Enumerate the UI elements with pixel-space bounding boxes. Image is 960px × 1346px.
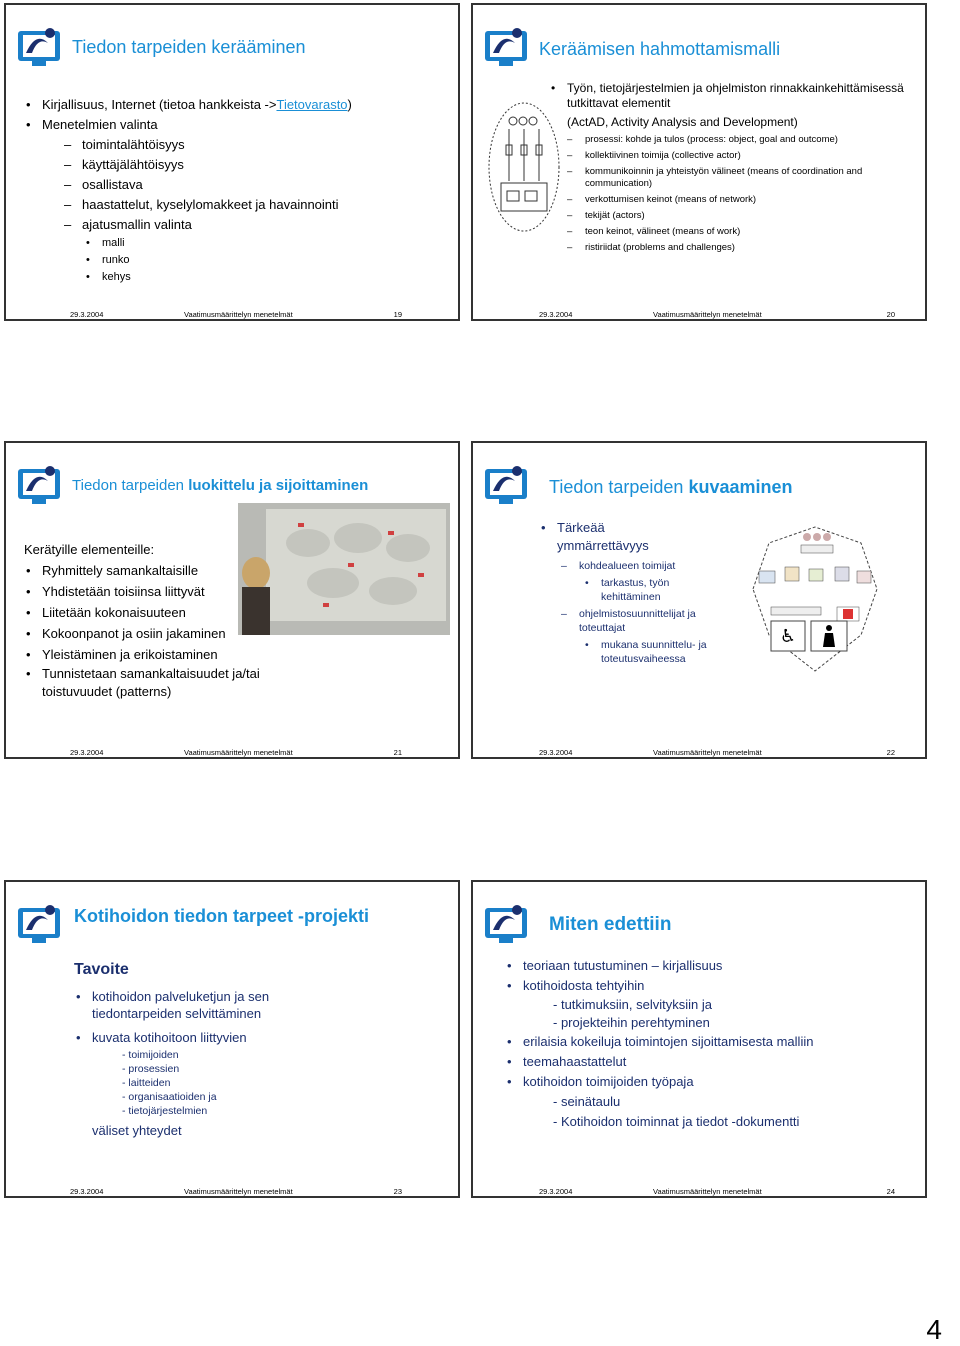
- list-item: – teon keinot, välineet (means of work): [585, 226, 907, 238]
- list-item: – verkottumisen keinot (means of network): [585, 194, 907, 206]
- list-item: • tarkastus, työn kehittäminen: [601, 576, 711, 604]
- list-item: - organisaatioiden ja: [122, 1091, 217, 1103]
- list-item: – ristiriidat (problems and challenges): [585, 242, 907, 254]
- list-item: • Liitetään kokonaisuuteen: [42, 602, 262, 623]
- slide-20: Keräämisen hahmottamismalli • Työn, tietojärjestelmien ja ohjelmiston rinnakkainkehittämisessä tutkittavat elementit (ActAD, Activity Analysis and Development) – prosessi: kohde ja tulos (process: object, goal and outcome) – kollektiivinen toimija (collective actor) – kommunikoinnin ja yhteistyön välineet (means of coordination and communication) – verkottumisen keinot (means of network) – tekijät (actors) – teon keinot, välineet (means of work) – ristiriidat (problems and challenges) 29.3.2004 Vaatimusmäärittelyn menetelmät 20: [471, 3, 927, 321]
- list-item: • Työn, tietojärjestelmien ja ohjelmiston rinnakkainkehittämisessä tutkittavat elementit: [567, 81, 907, 111]
- list-item: - tietojärjestelmien: [122, 1105, 208, 1117]
- list-item: – käyttäjälähtöisyys: [82, 155, 352, 175]
- list-item: – osallistava: [82, 175, 352, 195]
- slide-title: Tiedon tarpeiden kerääminen: [72, 37, 306, 57]
- list-item: - tutkimuksiin, selvityksiin ja: [553, 997, 712, 1012]
- list-item: - prosessien: [122, 1063, 180, 1075]
- list-item: • kehys: [102, 269, 352, 286]
- monitor-logo-icon: [14, 461, 68, 507]
- list-item: • kotihoidon toimijoiden työpaja: [523, 1072, 813, 1092]
- list-item: – toimintalähtöisyys: [82, 135, 352, 155]
- list-item: – haastattelut, kyselylomakkeet ja havainnointi: [82, 195, 352, 215]
- list-item: • Menetelmien valinta: [42, 115, 352, 135]
- tietovarasto-link[interactable]: Tietovarasto: [276, 97, 348, 112]
- list-item: - laitteiden: [122, 1077, 171, 1089]
- slide-title: Tiedon tarpeiden luokittelu ja sijoittaminen: [72, 477, 369, 494]
- intro-text: Kerätyille elementeille:: [24, 542, 155, 557]
- monitor-logo-icon: [481, 900, 535, 946]
- list-item: • teoriaan tutustuminen – kirjallisuus: [523, 956, 813, 976]
- list-item: • kuvata kotihoitoon liittyvien: [92, 1029, 314, 1046]
- slide-24: Miten edettiin • teoriaan tutustuminen – kirjallisuus • kotihoidosta tehtyihin - tutkimuksiin, selvityksiin ja - projekteihin perehtyminen • erilaisia kokeiluja toimintojen sijoittamisesta malliin • teemahaastattelut • kotihoidon toimijoiden työpaja - seinätaulu - Kotihoidon toiminnat ja tiedot -dokumentti 29.3.2004 Vaatimusmäärittelyn menetelmät 24: [471, 880, 927, 1198]
- list-item: väliset yhteydet: [92, 1123, 182, 1138]
- list-item: - toimijoiden: [122, 1049, 179, 1061]
- slide-title: Tiedon tarpeiden kuvaaminen: [549, 477, 793, 497]
- list-item: • runko: [102, 252, 352, 269]
- monitor-logo-icon: [14, 23, 68, 69]
- list-item: – kommunikoinnin ja yhteistyön välineet (means of coordination and communication): [585, 166, 907, 190]
- monitor-logo-icon: [14, 900, 68, 946]
- list-item: • Yleistäminen ja erikoistaminen: [42, 644, 262, 665]
- list-item: - Kotihoidon toiminnat ja tiedot -dokumentti: [553, 1114, 800, 1129]
- svg-text:♿: ♿: [779, 626, 797, 647]
- list-item: • Ryhmittely samankaltaisille: [42, 560, 262, 581]
- list-item: – ohjelmistosuunnittelijat ja toteuttajat: [579, 607, 719, 635]
- list-item: - seinätaulu: [553, 1094, 621, 1109]
- list-item: - projekteihin perehtyminen: [553, 1015, 710, 1030]
- slide-22: Tiedon tarpeiden kuvaaminen • Tärkeää ymmärrettävyys – kohdealueen toimijat • tarkastus, työn kehittäminen – ohjelmistosuunnittelijat ja toteuttajat • mukana suunnittelu- ja toteutusvaiheessa ♿ 29.3.2004 Vaatimusmäärittelyn menetelmät 22: [471, 441, 927, 759]
- monitor-logo-icon: [481, 23, 535, 69]
- list-item: – prosessi: kohde ja tulos (process: object, goal and outcome): [585, 134, 907, 146]
- list-item: • malli: [102, 235, 352, 252]
- list-item: • Kokoonpanot ja osiin jakaminen: [42, 623, 262, 644]
- monitor-logo-icon: [481, 461, 535, 507]
- list-item: • Kirjallisuus, Internet (tietoa hankkeista ->Tietovarasto): [42, 95, 352, 115]
- slide-title: Kotihoidon tiedon tarpeet -projekti: [74, 906, 369, 926]
- list-item: • teemahaastattelut: [523, 1052, 813, 1072]
- section-heading: Tavoite: [74, 961, 129, 978]
- slide-title: Keräämisen hahmottamismalli: [539, 39, 781, 59]
- list-item: – ajatusmallin valinta: [82, 215, 352, 235]
- list-item: • Tunnistetaan samankaltaisuudet ja/tai toistuvuudet (patterns): [42, 665, 262, 701]
- list-item: • kotihoidosta tehtyihin: [523, 976, 813, 996]
- list-item: – kollektiivinen toimija (collective actor): [585, 150, 907, 162]
- list-item: (ActAD, Activity Analysis and Development): [567, 115, 798, 129]
- list-item: • kotihoidon palveluketjun ja sen tiedontarpeiden selvittäminen: [92, 988, 302, 1022]
- list-item: • erilaisia kokeiluja toimintojen sijoittamisesta malliin: [523, 1032, 813, 1052]
- list-item: • Tärkeää ymmärrettävyys: [557, 519, 667, 555]
- slide-title: Miten edettiin: [549, 914, 672, 935]
- list-item: • mukana suunnittelu- ja toteutusvaiheessa: [601, 638, 731, 666]
- list-item: – tekijät (actors): [585, 210, 907, 222]
- page-number: 4: [926, 1314, 942, 1345]
- actad-diagram: [487, 101, 561, 233]
- list-item: – kohdealueen toimijat: [579, 559, 727, 573]
- service-chain-diagram: [749, 523, 881, 673]
- slide-21: Tiedon tarpeiden luokittelu ja sijoittaminen Kerätyille elementeille: • Ryhmittely samankaltaisille • Yhdistetään toisiinsa liittyvät • Liitetään kokonaisuuteen • Kokoonpanot ja osiin jakaminen • Yleistäminen ja erikoistaminen • Tunnistetaan samankaltaisuudet ja/tai toistuvuudet (patterns) 29.3.2004 Vaatimusmäärittelyn menetelmät 21: [4, 441, 460, 759]
- slide-23: Kotihoidon tiedon tarpeet -projekti Tavoite • kotihoidon palveluketjun ja sen tiedontarpeiden selvittäminen • kuvata kotihoitoon liittyvien - toimijoiden - prosessien - laitteiden - organisaatioiden ja - tietojärjestelmien väliset yhteydet 29.3.2004 Vaatimusmäärittelyn menetelmät 23: [4, 880, 460, 1198]
- list-item: • Yhdistetään toisiinsa liittyvät: [42, 581, 262, 602]
- workshop-wall-photo: [238, 503, 450, 635]
- slide-19: Tiedon tarpeiden kerääminen • Kirjallisuus, Internet (tietoa hankkeista ->Tietovarasto) • Menetelmien valinta – toimintalähtöisyys – käyttäjälähtöisyys – osallistava – haastattelut, kyselylomakkeet ja havainnointi – ajatusmallin valinta • malli • runko • kehys 29.3.2004 Vaatimusmäärittelyn menetelmät 19: [4, 3, 460, 321]
